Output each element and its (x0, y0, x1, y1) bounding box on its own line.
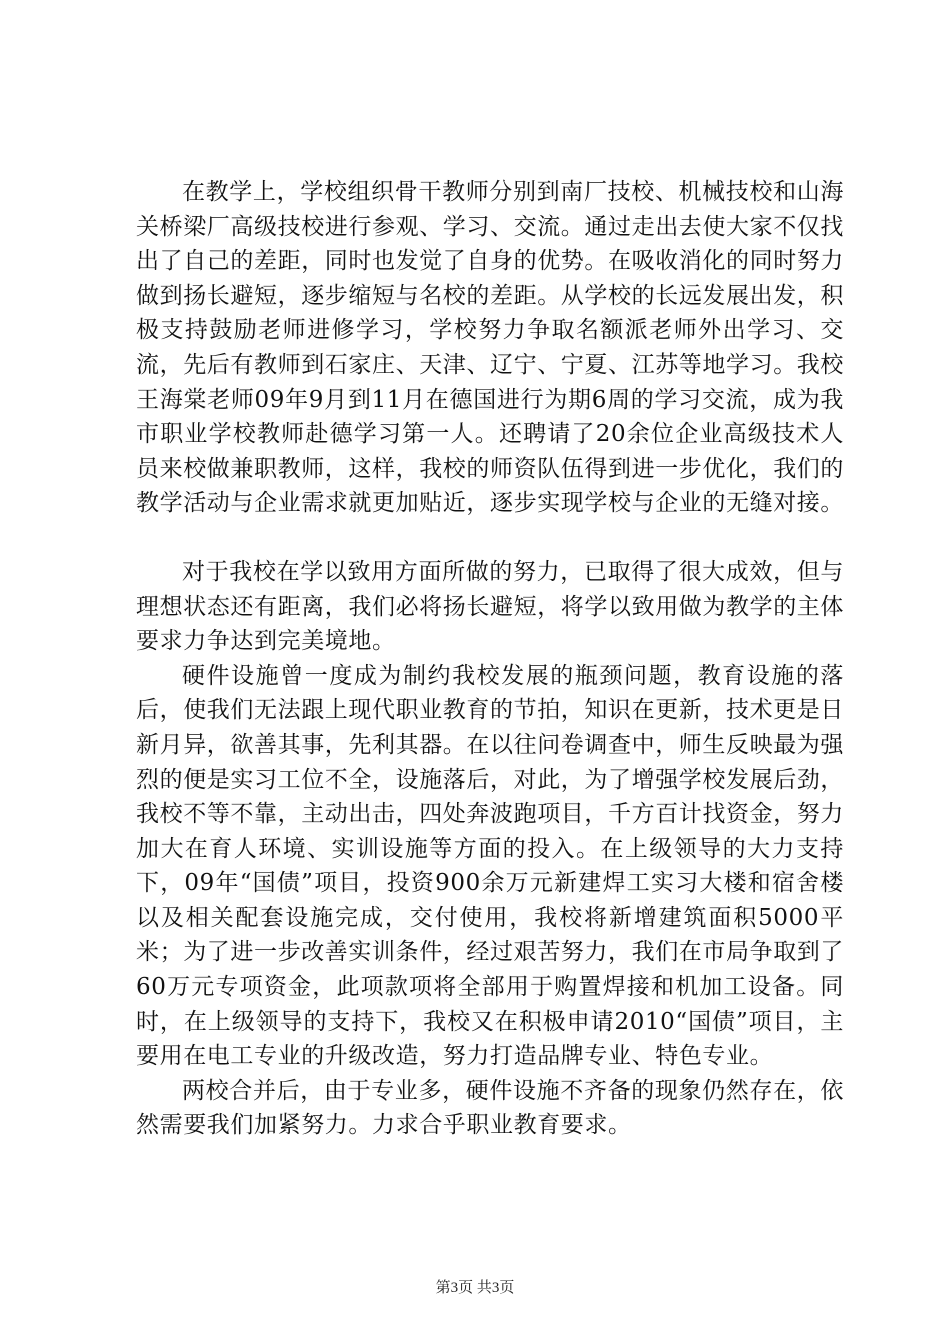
paragraph-teaching-exchange: 在教学上，学校组织骨干教师分别到南厂技校、机械技校和山海关桥梁厂高级技校进行参观、学习、交流。通过走出去使大家不仅找出了自己的差距，同时也发觉了自身的优势。在吸收消化的同时努力做到扬长避短，逐步缩短与名校的差距。从学校的长远发展出发，积极支持鼓励老师进修学习，学校努力争取名额派老师外出学习、交流，先后有教师到石家庄、天津、辽宁、宁夏、江苏等地学习。我校王海棠老师09年9月到11月在德国进行为期6周的学习交流，成为我市职业学校教师赴德学习第一人。还聘请了20余位企业高级技术人员来校做兼职教师，这样，我校的师资队伍得到进一步优化，我们的教学活动与企业需求就更加贴近，逐步实现学校与企业的无缝对接。 (136, 179, 844, 517)
page-footer: 第3页 共3页 (435, 1280, 515, 1296)
paragraph-hardware-facilities: 硬件设施曾一度成为制约我校发展的瓶颈问题，教育设施的落后，使我们无法跟上现代职业教育的节拍，知识在更新，技术更是日新月异，欲善其事，先利其器。在以往问卷调查中，师生反映最为强烈的便是实习工位不全，设施落后，对此，为了增强学校发展后劲，我校不等不靠，主动出击，四处奔波跑项目，千方百计找资金，努力加大在育人环境、实训设施等方面的投入。在上级领导的大力支持下，09年“国债”项目，投资900余万元新建焊工实习大楼和宿舍楼以及相关配套设施完成，交付使用，我校将新增建筑面积5000平米；为了进一步改善实训条件，经过艰苦努力，我们在市局争取到了60万元专项资金，此项款项将全部用于购置焊接和机加工设备。同时，在上级领导的支持下，我校又在积极申请2010“国债”项目，主要用在电工专业的升级改造，努力打造品牌专业、特色专业。 (136, 662, 844, 1070)
paragraph-school-merger: 两校合并后，由于专业多，硬件设施不齐备的现象仍然存在，依然需要我们加紧努力。力求合乎职业教育要求。 (136, 1077, 844, 1139)
document-body (136, 175, 844, 1143)
paragraph-learning-application: 对于我校在学以致用方面所做的努力，已取得了很大成效，但与理想状态还有距离，我们必将扬长避短，将学以致用做为教学的主体要求力争达到完美境地。 (136, 558, 844, 655)
